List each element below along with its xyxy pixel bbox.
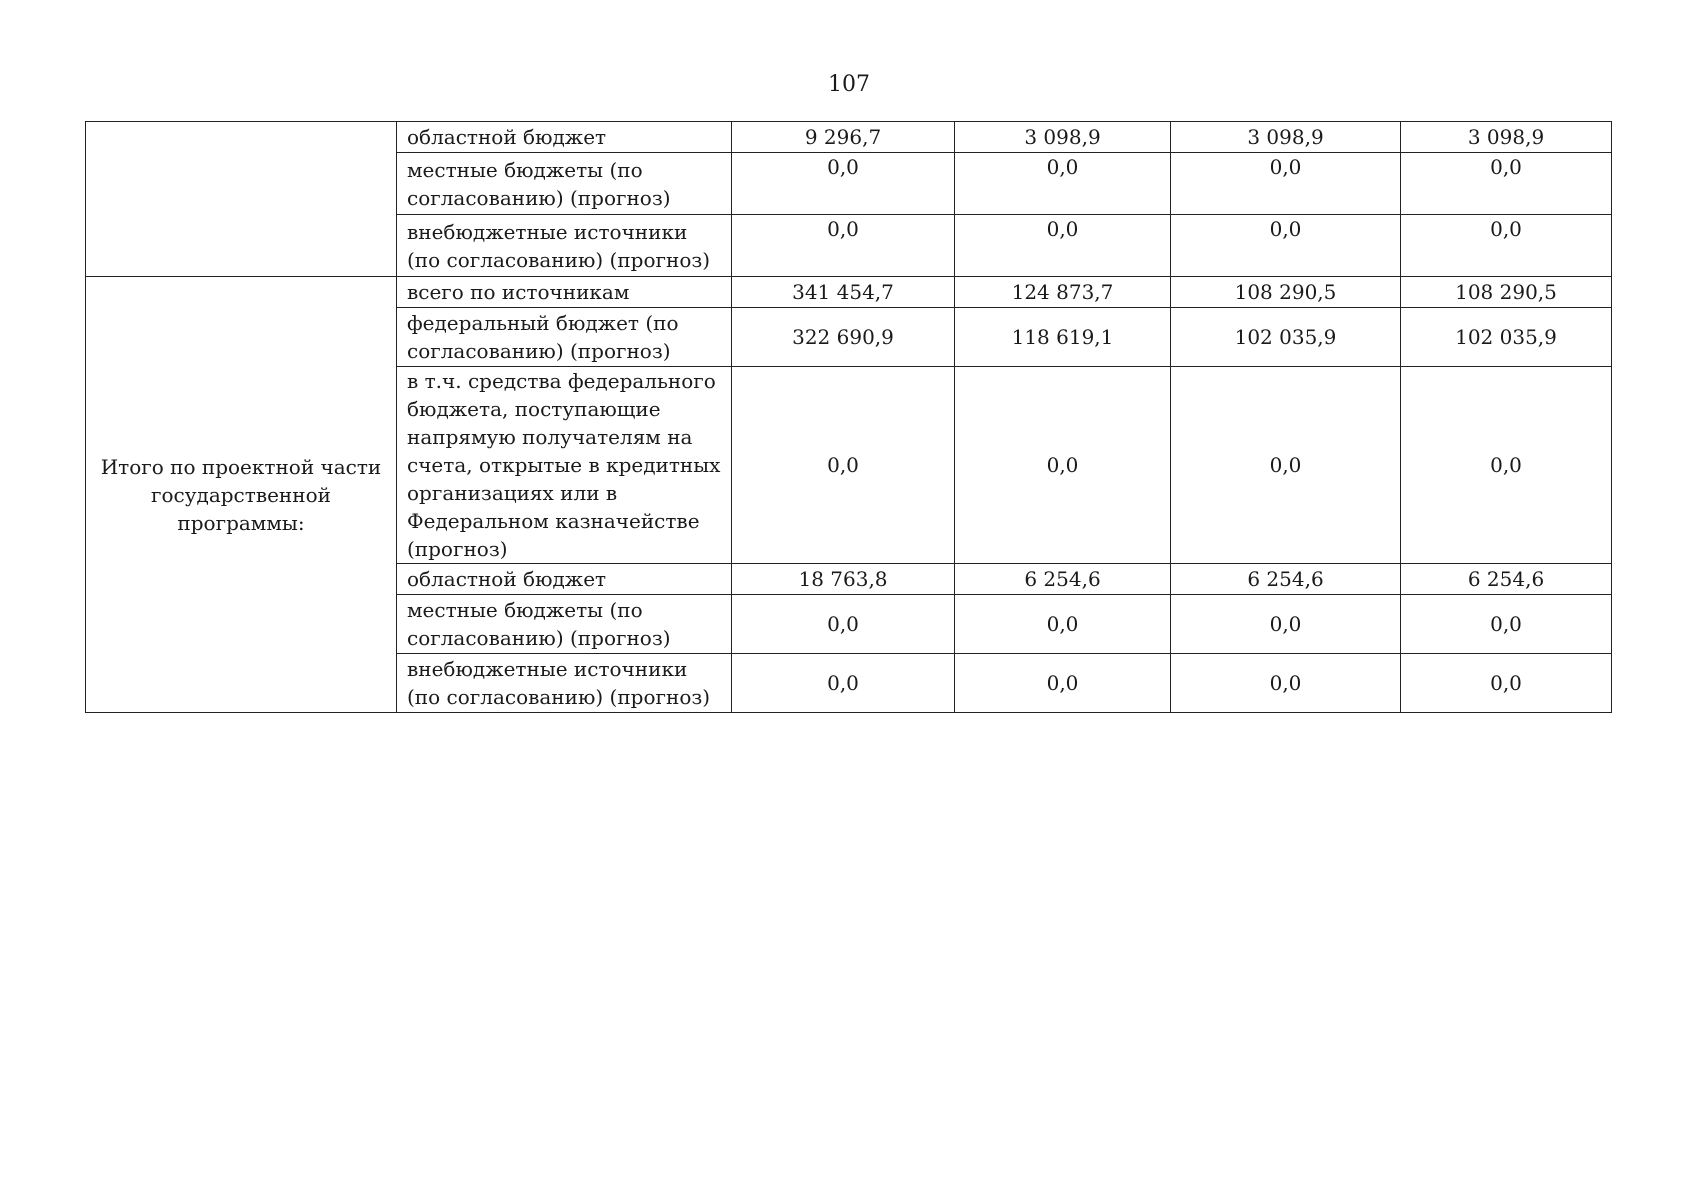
value-cell: 124 873,7 bbox=[955, 277, 1171, 308]
value-cell: 0,0 bbox=[955, 153, 1171, 215]
value-cell: 0,0 bbox=[732, 153, 955, 215]
value-cell: 6 254,6 bbox=[1401, 564, 1612, 595]
value-cell: 6 254,6 bbox=[955, 564, 1171, 595]
value-cell: 0,0 bbox=[1171, 595, 1401, 654]
table-row bbox=[86, 122, 1612, 153]
source-cell: областной бюджет bbox=[397, 564, 732, 595]
value-cell: 3 098,9 bbox=[955, 122, 1171, 153]
table-row bbox=[86, 277, 1612, 308]
value-cell: 0,0 bbox=[1401, 595, 1612, 654]
source-cell: областной бюджет bbox=[397, 122, 732, 153]
value-cell: 0,0 bbox=[1171, 215, 1401, 277]
value-cell: 322 690,9 bbox=[732, 308, 955, 367]
value-cell: 0,0 bbox=[732, 367, 955, 564]
value-cell: 0,0 bbox=[1401, 367, 1612, 564]
value-cell: 18 763,8 bbox=[732, 564, 955, 595]
source-cell: местные бюджеты (по согласованию) (прогноз) bbox=[397, 153, 732, 215]
value-cell: 6 254,6 bbox=[1171, 564, 1401, 595]
value-cell: 3 098,9 bbox=[1171, 122, 1401, 153]
source-cell: местные бюджеты (по согласованию) (прогноз) bbox=[397, 595, 732, 654]
value-cell: 0,0 bbox=[1171, 153, 1401, 215]
value-cell: 0,0 bbox=[1401, 153, 1612, 215]
value-cell: 108 290,5 bbox=[1171, 277, 1401, 308]
value-cell: 102 035,9 bbox=[1401, 308, 1612, 367]
value-cell: 0,0 bbox=[732, 654, 955, 713]
value-cell: 3 098,9 bbox=[1401, 122, 1612, 153]
value-cell: 9 296,7 bbox=[732, 122, 955, 153]
value-cell: 108 290,5 bbox=[1401, 277, 1612, 308]
value-cell: 0,0 bbox=[955, 654, 1171, 713]
value-cell: 0,0 bbox=[955, 595, 1171, 654]
group-label-cell: Итого по проектной части государственной программы: bbox=[86, 277, 397, 713]
value-cell: 102 035,9 bbox=[1171, 308, 1401, 367]
source-cell: всего по источникам bbox=[397, 277, 732, 308]
value-cell: 0,0 bbox=[732, 595, 955, 654]
value-cell: 341 454,7 bbox=[732, 277, 955, 308]
value-cell: 0,0 bbox=[732, 215, 955, 277]
value-cell: 0,0 bbox=[955, 367, 1171, 564]
value-cell: 118 619,1 bbox=[955, 308, 1171, 367]
value-cell: 0,0 bbox=[1171, 367, 1401, 564]
value-cell: 0,0 bbox=[1401, 215, 1612, 277]
page-number: 107 bbox=[828, 72, 870, 97]
value-cell: 0,0 bbox=[1401, 654, 1612, 713]
group-label-cell bbox=[86, 122, 397, 277]
source-cell: внебюджетные источники (по согласованию) (прогноз) bbox=[397, 654, 732, 713]
funding-table bbox=[85, 121, 1612, 713]
source-cell: федеральный бюджет (по согласованию) (прогноз) bbox=[397, 308, 732, 367]
source-cell: внебюджетные источники (по согласованию) (прогноз) bbox=[397, 215, 732, 277]
value-cell: 0,0 bbox=[1171, 654, 1401, 713]
source-cell: в т.ч. средства федерального бюджета, поступающие напрямую получателям на счета, открытые в кредитных организациях или в Федеральном казначействе (прогноз) bbox=[397, 367, 732, 564]
value-cell: 0,0 bbox=[955, 215, 1171, 277]
